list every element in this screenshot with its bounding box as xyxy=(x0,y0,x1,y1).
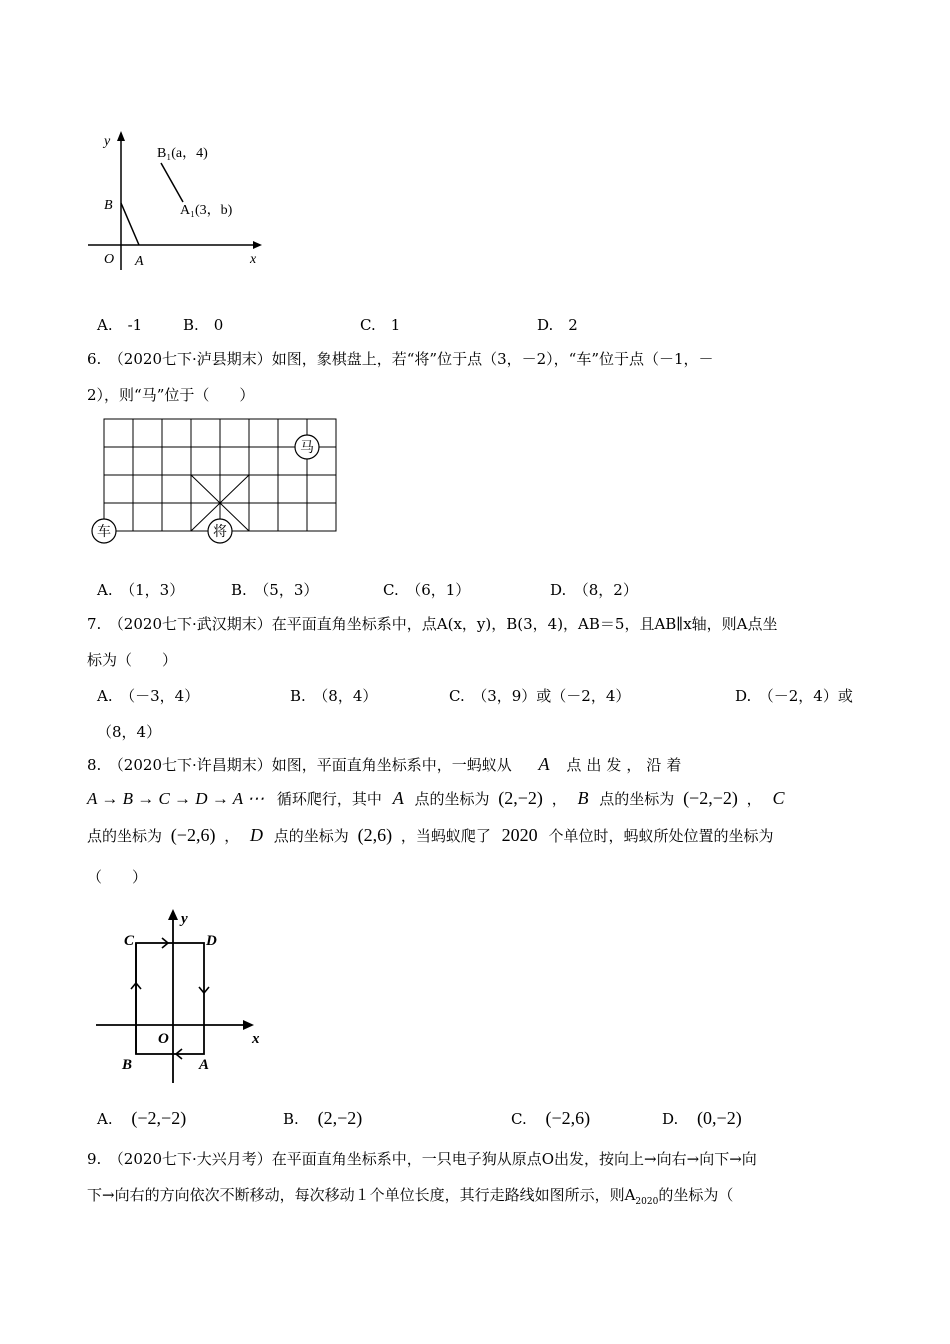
q8-text: 点的坐标为 xyxy=(414,790,490,808)
q8-option-b[interactable] xyxy=(283,1108,362,1129)
q8-coord-a: (2,−2) xyxy=(498,788,543,808)
q8-text: ，当蚂蚁爬了 xyxy=(400,827,491,845)
q8-text: ， xyxy=(551,790,567,808)
q8-text: 点的坐标为 xyxy=(599,790,675,808)
jiang-label: 将 xyxy=(213,525,227,540)
q8-stem-line2 xyxy=(87,788,784,809)
q9-text: 下→向右的方向依次不断移动，每次移动１个单位长度，其行走路线如图所示，则A xyxy=(87,1186,636,1204)
q6-option-c[interactable]: C. （6，1） xyxy=(383,581,471,599)
q7-stem-line2: 标为（ ） xyxy=(87,651,178,669)
q8-text: 点的坐标为 xyxy=(273,827,349,845)
q9-stem-line2 xyxy=(87,1184,733,1207)
point-a-label: A xyxy=(135,254,144,269)
q8-option-d-label: D. xyxy=(662,1110,679,1128)
origin-label: O xyxy=(104,252,115,267)
q7-option-d-cont: （8，4） xyxy=(97,723,162,741)
q8-text: ， xyxy=(746,790,762,808)
q8-option-b-value: (2,−2) xyxy=(317,1108,363,1128)
q8-stem-text: 8. （2020七下·许昌期末）如图，平面直角坐标系中，一蚂蚁从 xyxy=(87,756,512,774)
q8-path: A → B → C → D → A ⋯ xyxy=(87,789,265,808)
q8-text: 点的坐标为 xyxy=(87,827,163,845)
q8-var-a2: A xyxy=(392,788,404,808)
q7-stem-line1: 7. （2020七下·武汉期末）在平面直角坐标系中，点A(x，y)，B(3，4)，AB＝5，且AB∥x轴，则A点坐 xyxy=(87,615,778,633)
q6-option-a[interactable]: A. （1，3） xyxy=(97,581,185,599)
q7-option-d[interactable]: D. （－2，4）或 xyxy=(735,687,853,705)
q8-option-c[interactable] xyxy=(511,1108,590,1129)
q8-stem-end: 点出发，沿着 xyxy=(566,756,687,774)
point-d-label: D xyxy=(206,933,217,949)
point-b1-label: B₁(a，4) xyxy=(157,146,208,161)
q5-option-c[interactable]: C. 1 xyxy=(360,316,401,334)
jiang-piece xyxy=(208,519,232,543)
q8-coord-b: (−2,−2) xyxy=(683,788,738,808)
q8-stem-line3 xyxy=(87,825,773,846)
point-b-label: B xyxy=(104,198,113,213)
q7-option-b[interactable]: B. （8，4） xyxy=(290,687,378,705)
q9-subscript: 2020 xyxy=(635,1197,659,1207)
q9-stem-line1: 9. （2020七下·大兴月考）在平面直角坐标系中，一只电子狗从原点O出发，按向上→向右→向下→向 xyxy=(87,1150,757,1168)
q8-option-d-value: (0,−2) xyxy=(697,1108,742,1128)
q5-option-b[interactable]: B. 0 xyxy=(183,316,224,334)
x-axis-label: x xyxy=(252,1031,260,1047)
q8-var-a: A xyxy=(538,754,550,774)
q7-option-a[interactable]: A. （－3，4） xyxy=(97,687,200,705)
che-label: 车 xyxy=(97,525,111,540)
q8-option-c-value: (−2,6) xyxy=(545,1108,591,1128)
q6-option-b[interactable]: B. （5，3） xyxy=(231,581,319,599)
point-a-label: A xyxy=(199,1057,210,1073)
q8-option-b-label: B. xyxy=(283,1110,299,1128)
q8-text: 个单位时，蚂蚁所处位置的坐标为 xyxy=(548,827,774,845)
q8-text: 循环爬行，其中 xyxy=(276,790,382,808)
q5-option-d[interactable]: D. 2 xyxy=(537,316,578,334)
che-piece xyxy=(92,519,116,543)
q8-var-b: B xyxy=(577,788,589,808)
q7-option-c[interactable]: C. （3，9）或（－2，4） xyxy=(449,687,631,705)
q8-var-d: D xyxy=(250,825,264,845)
point-a1-label: A₁(3，b) xyxy=(180,203,233,218)
q6-stem-line2: 2），则“马”位于（ ） xyxy=(87,386,255,404)
y-axis-label: y xyxy=(181,911,188,927)
q8-number: 2020 xyxy=(501,825,538,845)
q8-option-a-label: A. xyxy=(97,1110,113,1128)
q8-option-d[interactable] xyxy=(662,1108,742,1129)
ant-path-figure xyxy=(90,905,265,1090)
q8-option-a-value: (−2,−2) xyxy=(131,1108,187,1128)
q9-text: 的坐标为（ xyxy=(658,1186,734,1204)
point-c-label: C xyxy=(124,933,135,949)
q8-option-a[interactable] xyxy=(97,1108,186,1129)
origin-label: O xyxy=(158,1031,169,1047)
q5-option-a[interactable]: A. -1 xyxy=(97,316,143,334)
point-b-label: B xyxy=(122,1057,133,1073)
ma-label: 马 xyxy=(300,441,314,456)
q8-coord-d: (2,6) xyxy=(357,825,393,845)
ma-piece xyxy=(295,435,319,459)
q8-var-c: C xyxy=(772,788,785,808)
q8-stem-line1 xyxy=(87,754,686,775)
q8-text: ， xyxy=(224,827,240,845)
q6-stem-line1: 6. （2020七下·泸县期末）如图，象棋盘上，若“将”位于点（3，－2），“车”位于点（－1，－ xyxy=(87,350,714,368)
q6-option-d[interactable]: D. （8，2） xyxy=(550,581,638,599)
x-axis-label: x xyxy=(250,252,257,267)
q5-figure xyxy=(80,125,270,275)
q8-stem-line4: （ ） xyxy=(87,868,148,886)
q8-option-c-label: C. xyxy=(511,1110,527,1128)
y-axis-label: y xyxy=(104,134,111,149)
chess-board-figure xyxy=(86,415,346,550)
q8-coord-c: (−2,6) xyxy=(170,825,216,845)
